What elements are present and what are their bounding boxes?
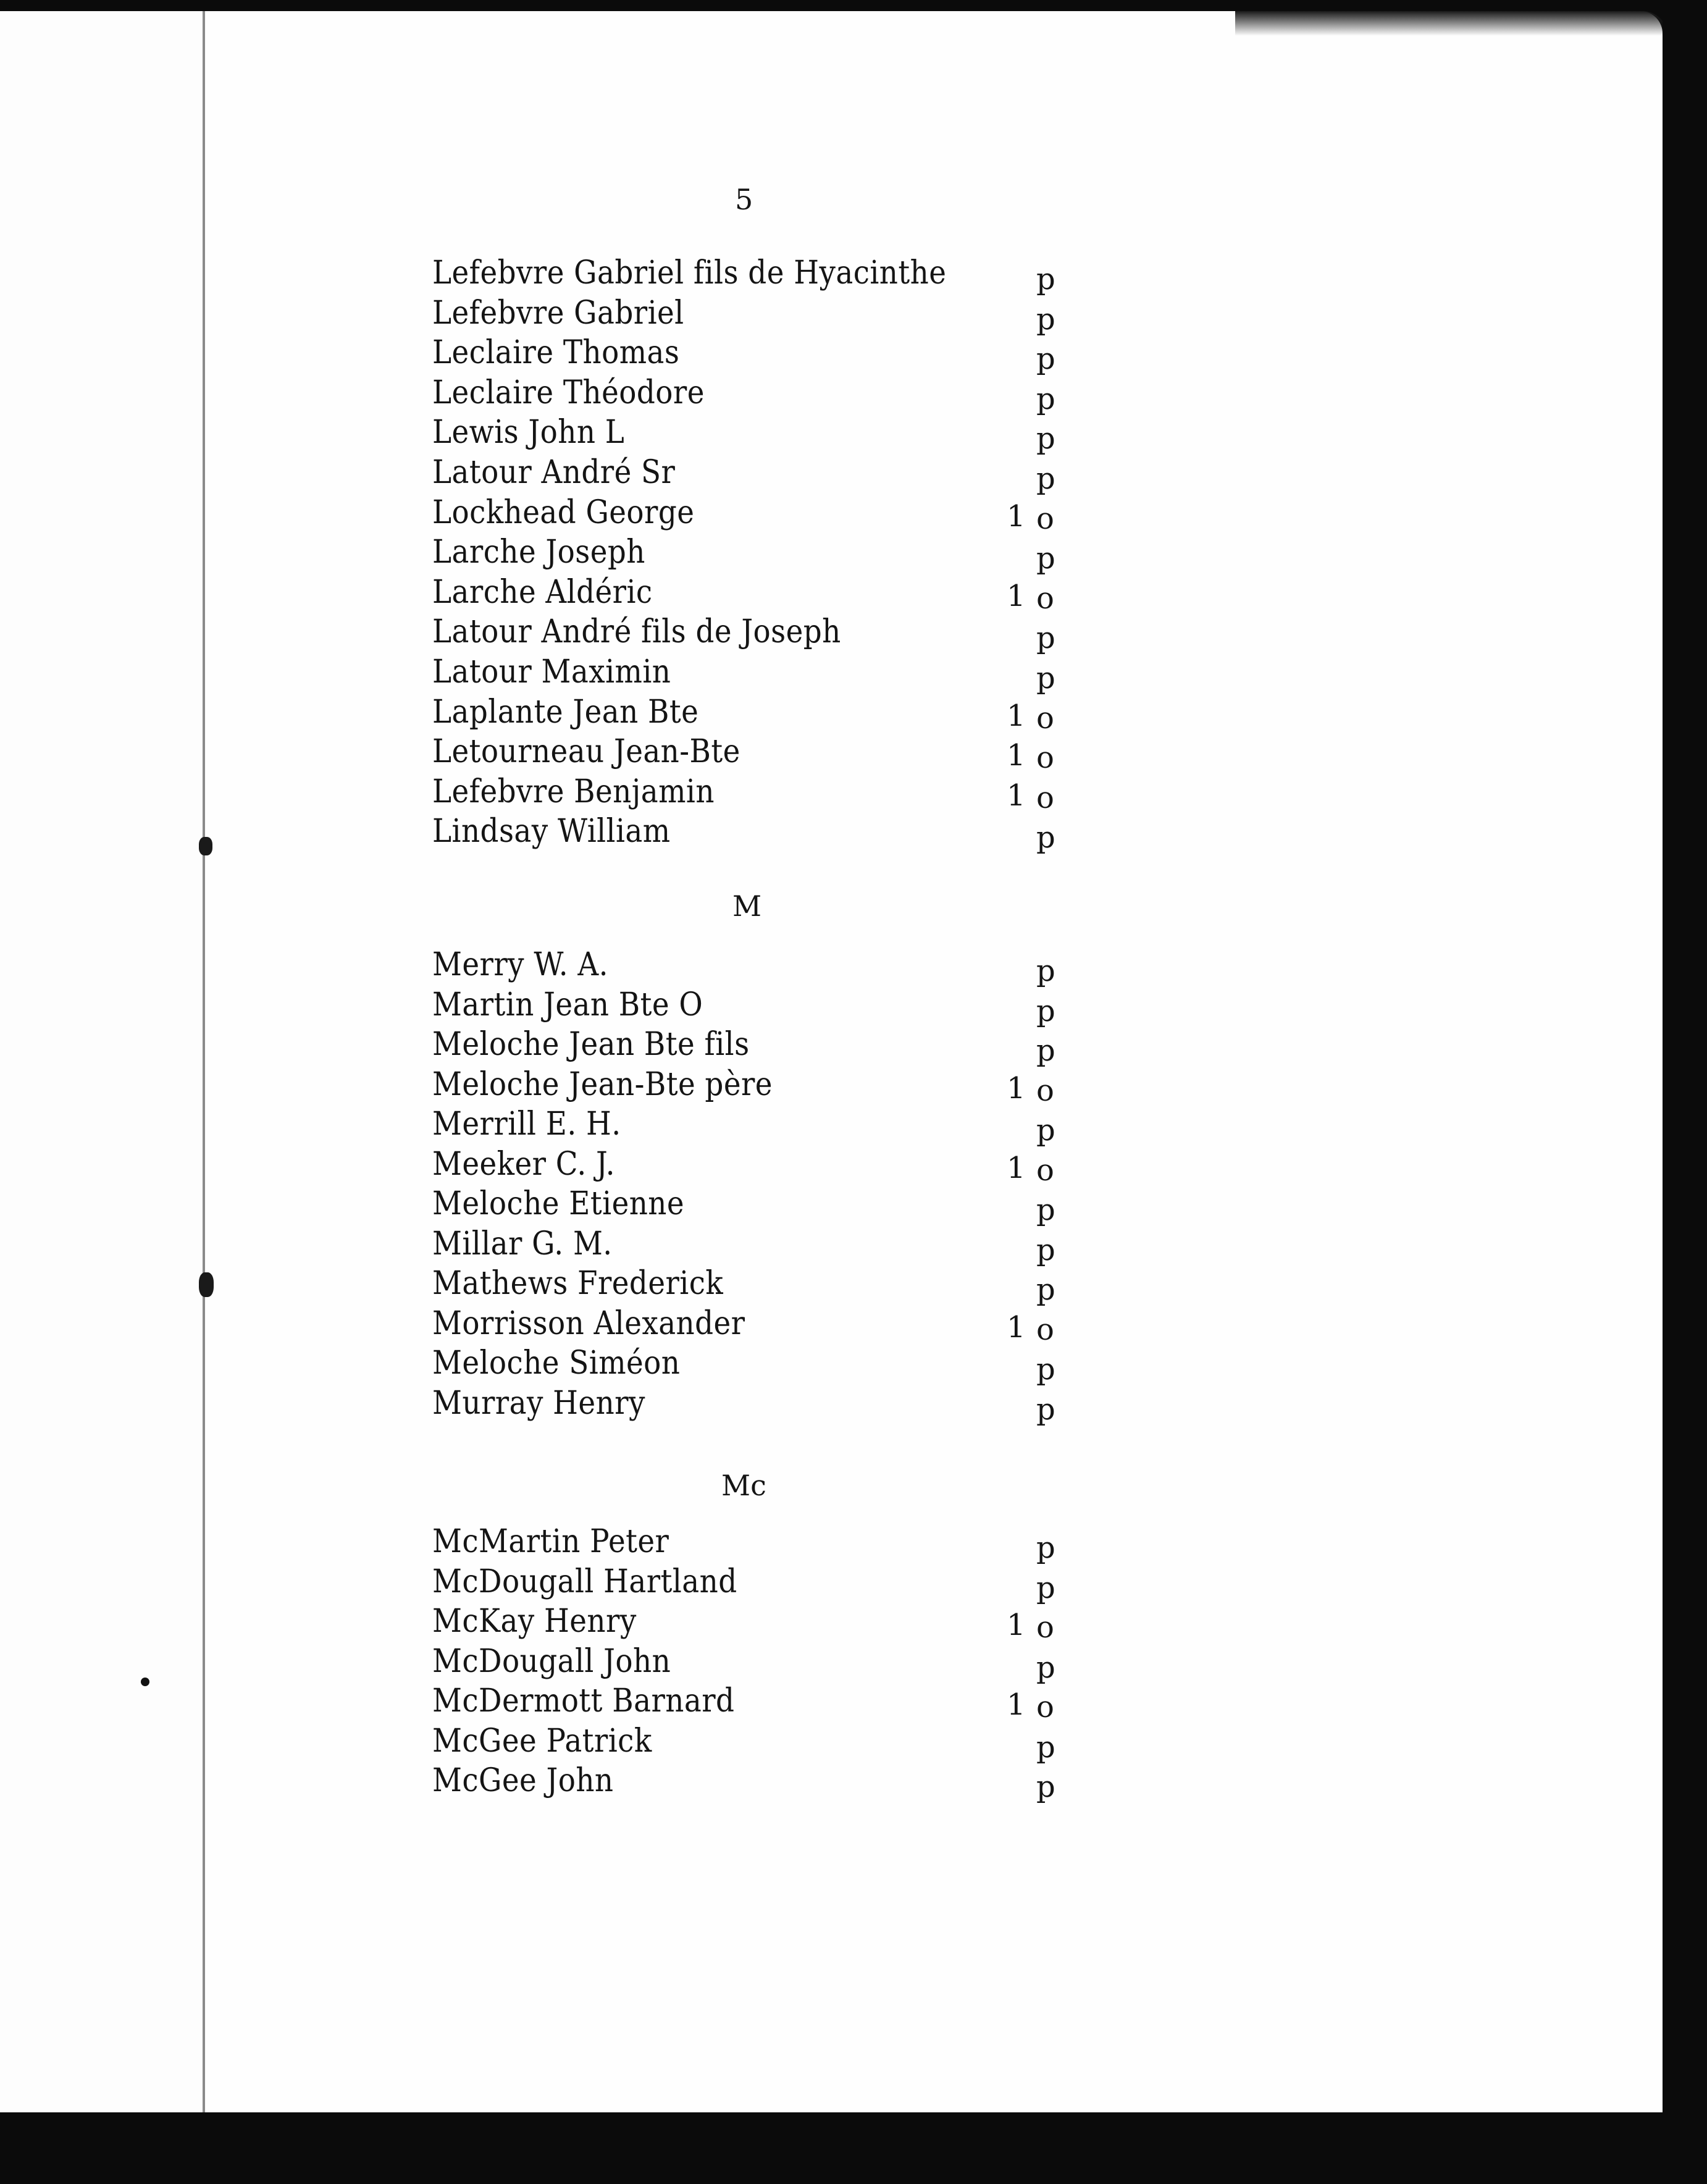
entry-status: p bbox=[1036, 993, 1055, 1028]
list-item bbox=[432, 573, 1112, 616]
entry-count: 1 bbox=[1007, 698, 1026, 733]
entry-name: Meloche Jean-Bte père bbox=[432, 1065, 773, 1103]
entry-name: Millar G. M. bbox=[432, 1225, 613, 1262]
page-number: 5 bbox=[735, 183, 753, 216]
entry-count: 1 bbox=[1007, 1070, 1026, 1106]
section-heading-mc: Mc bbox=[721, 1469, 766, 1502]
list-item bbox=[432, 1603, 1112, 1645]
scan-border-right bbox=[1663, 0, 1707, 2184]
entry-status: o bbox=[1036, 780, 1054, 815]
entry-count: 1 bbox=[1007, 578, 1026, 613]
list-item bbox=[432, 1066, 1112, 1106]
entry-status: p bbox=[1036, 301, 1055, 337]
entry-name: McMartin Peter bbox=[432, 1523, 669, 1560]
entry-name: McGee Patrick bbox=[432, 1722, 652, 1760]
list-item bbox=[432, 374, 1112, 414]
scan-border-bottom bbox=[0, 2112, 1707, 2184]
list-item bbox=[432, 693, 1112, 736]
list-item bbox=[432, 534, 1112, 576]
list-item bbox=[432, 1642, 1112, 1685]
entry-status: p bbox=[1036, 954, 1055, 988]
list-item bbox=[432, 613, 1112, 656]
entry-name: Latour André fils de Joseph bbox=[432, 613, 841, 651]
list-item bbox=[432, 733, 1112, 776]
entry-name: Meloche Etienne bbox=[432, 1185, 685, 1222]
entry-status: p bbox=[1036, 1193, 1055, 1227]
entry-status: p bbox=[1036, 1272, 1055, 1307]
list-item bbox=[432, 1384, 1112, 1427]
binding-thread-mark bbox=[199, 837, 212, 855]
entry-count: 1 bbox=[1007, 498, 1026, 534]
entry-status: p bbox=[1036, 421, 1055, 456]
entry-name: Leclaire Théodore bbox=[432, 374, 705, 411]
entry-name: Lewis John L bbox=[432, 414, 625, 452]
entry-status: p bbox=[1036, 262, 1055, 296]
entry-status: p bbox=[1036, 342, 1055, 377]
entry-status: p bbox=[1036, 1392, 1055, 1427]
binding-thread-mark bbox=[199, 1272, 214, 1297]
entry-status: o bbox=[1036, 501, 1054, 536]
entry-count: 1 bbox=[1007, 1608, 1026, 1642]
entry-name: Martin Jean Bte O bbox=[432, 986, 703, 1023]
list-item bbox=[432, 1762, 1112, 1802]
entry-name: Murray Henry bbox=[432, 1384, 645, 1422]
entry-status: p bbox=[1036, 461, 1055, 496]
entry-status: p bbox=[1036, 621, 1055, 656]
entry-name: Latour André Sr bbox=[432, 454, 676, 491]
entry-status: p bbox=[1036, 1113, 1055, 1148]
entry-status: p bbox=[1036, 1570, 1055, 1605]
entry-status: o bbox=[1036, 700, 1054, 736]
entry-name: Larche Aldéric bbox=[432, 573, 653, 611]
entry-status: p bbox=[1036, 1232, 1055, 1267]
list-item bbox=[432, 294, 1112, 337]
entry-name: Lefebvre Gabriel fils de Hyacinthe bbox=[432, 254, 947, 292]
list-item bbox=[432, 653, 1112, 693]
facing-page bbox=[0, 11, 204, 2112]
entry-count: 1 bbox=[1007, 1309, 1026, 1345]
list-item bbox=[432, 454, 1112, 494]
entry-status: p bbox=[1036, 1770, 1055, 1804]
list-item bbox=[432, 1106, 1112, 1148]
entry-status: o bbox=[1036, 1312, 1054, 1347]
entry-name: Lefebvre Gabriel bbox=[432, 294, 684, 332]
list-item bbox=[432, 1225, 1112, 1265]
entry-name: Morrisson Alexander bbox=[432, 1304, 745, 1342]
entry-name: Lindsay William bbox=[432, 813, 671, 850]
list-item bbox=[432, 1722, 1112, 1765]
entry-name: Meeker C. J. bbox=[432, 1145, 615, 1183]
list-item bbox=[432, 1305, 1112, 1345]
entry-name: McDermott Barnard bbox=[432, 1682, 735, 1720]
list-item bbox=[432, 986, 1112, 1026]
entry-status: p bbox=[1036, 661, 1055, 695]
entry-count: 1 bbox=[1007, 778, 1026, 813]
entry-name: Meloche Siméon bbox=[432, 1345, 681, 1382]
entry-status: o bbox=[1036, 1153, 1054, 1188]
entry-status: p bbox=[1036, 1729, 1055, 1765]
entry-status: p bbox=[1036, 820, 1055, 855]
entry-name: Lockhead George bbox=[432, 494, 695, 531]
entry-status: o bbox=[1036, 741, 1054, 776]
section-heading-m: M bbox=[732, 889, 762, 923]
list-item bbox=[432, 773, 1112, 813]
entry-name: McDougall Hartland bbox=[432, 1563, 737, 1600]
entry-status: o bbox=[1036, 1690, 1054, 1724]
entry-name: McKay Henry bbox=[432, 1603, 637, 1640]
list-item bbox=[432, 1345, 1112, 1387]
list-item bbox=[432, 1185, 1112, 1225]
entry-count: 1 bbox=[1007, 738, 1026, 773]
entry-count: 1 bbox=[1007, 1687, 1026, 1722]
list-item bbox=[432, 334, 1112, 377]
list-item bbox=[432, 1682, 1112, 1722]
entry-status: p bbox=[1036, 1531, 1055, 1565]
entry-status: p bbox=[1036, 1033, 1055, 1068]
list-item bbox=[432, 1523, 1112, 1563]
entry-status: p bbox=[1036, 381, 1055, 416]
entry-status: o bbox=[1036, 581, 1054, 616]
entry-count: 1 bbox=[1007, 1150, 1026, 1185]
entry-name: Merrill E. H. bbox=[432, 1106, 621, 1143]
entry-name: McGee John bbox=[432, 1762, 614, 1799]
entry-status: p bbox=[1036, 1352, 1055, 1387]
entry-name: Larche Joseph bbox=[432, 534, 645, 571]
page-edge-shadow bbox=[1235, 11, 1667, 36]
list-item bbox=[432, 254, 1112, 294]
entry-name: McDougall John bbox=[432, 1642, 671, 1680]
list-item bbox=[432, 1145, 1112, 1188]
entry-name: Meloche Jean Bte fils bbox=[432, 1026, 750, 1063]
entry-status: p bbox=[1036, 1650, 1055, 1685]
ink-dot bbox=[141, 1678, 149, 1686]
entry-name: Leclaire Thomas bbox=[432, 334, 680, 372]
entry-status: o bbox=[1036, 1073, 1054, 1108]
entry-name: Letourneau Jean-Bte bbox=[432, 733, 740, 771]
entry-name: Merry W. A. bbox=[432, 946, 608, 983]
list-item bbox=[432, 1563, 1112, 1603]
scan-border-top bbox=[0, 0, 1707, 11]
list-item bbox=[432, 494, 1112, 534]
list-item bbox=[432, 414, 1112, 456]
entry-status: o bbox=[1036, 1610, 1054, 1645]
list-item bbox=[432, 1026, 1112, 1068]
entry-name: Laplante Jean Bte bbox=[432, 693, 699, 731]
list-item bbox=[432, 813, 1112, 855]
entry-name: Mathews Frederick bbox=[432, 1265, 724, 1302]
entry-name: Lefebvre Benjamin bbox=[432, 773, 715, 810]
entry-status: p bbox=[1036, 541, 1055, 576]
list-item bbox=[432, 946, 1112, 986]
list-item bbox=[432, 1265, 1112, 1307]
entry-name: Latour Maximin bbox=[432, 653, 671, 691]
